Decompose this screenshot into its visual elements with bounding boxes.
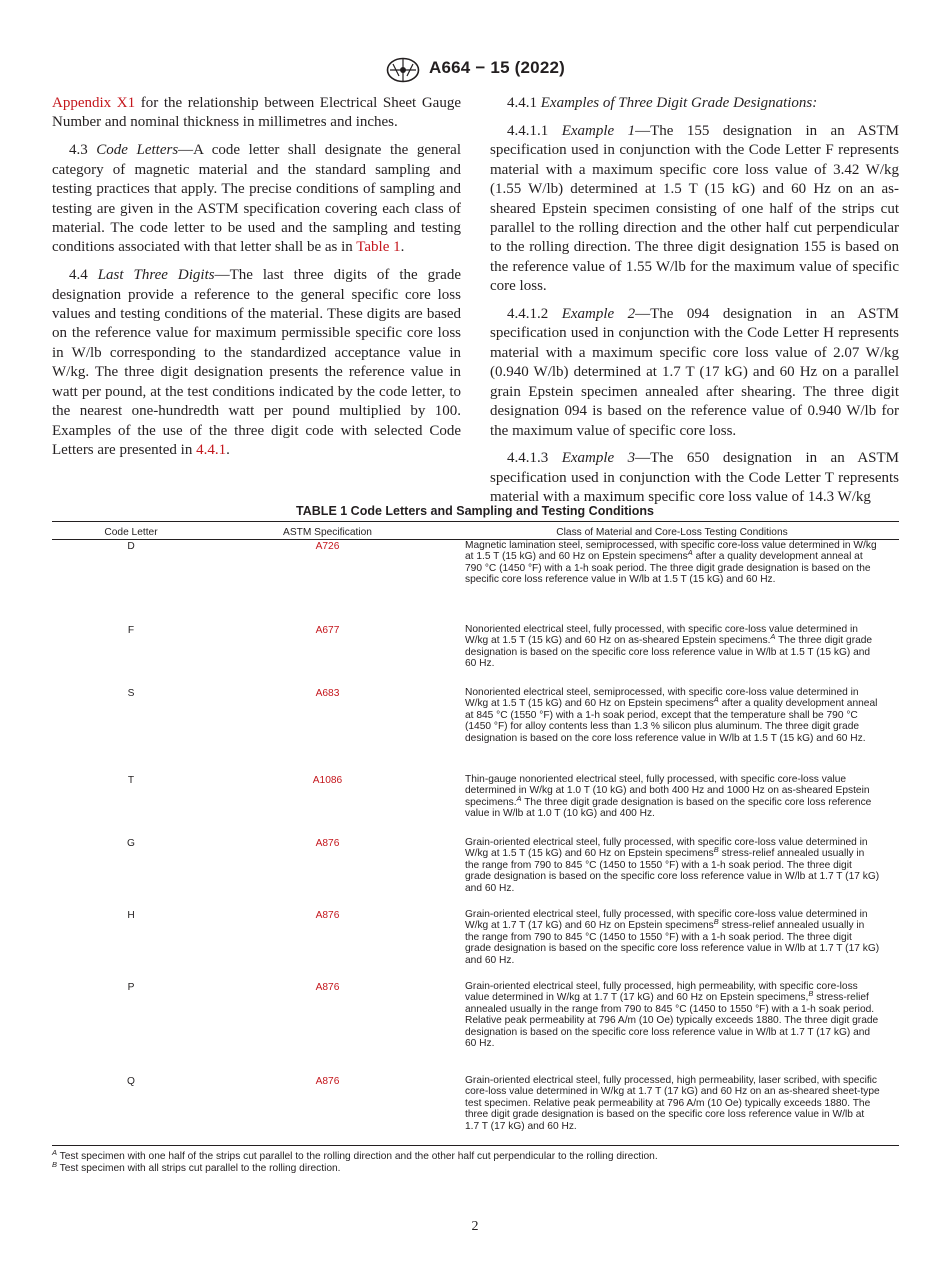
paragraph-4-4-1: 4.4.1 Examples of Three Digit Grade Designations:	[507, 95, 818, 111]
astm-spec-link[interactable]: A876	[315, 838, 340, 849]
section-title: Code Letters	[96, 142, 179, 159]
astm-logo-icon	[386, 57, 420, 83]
material-class-cell: Thin-gauge nonoriented electrical steel, fully processed, with specific core-loss value determined in W/kg at 1.0 T (10 kG) and both 400 Hz and 1000 Hz on as-sheared Epstein specimens.$^A$ The three digit grade designation is based on the specific core loss reference value in W/lb at 1.0 T (10 kG) and 400 Hz.	[465, 774, 872, 820]
table-title: TABLE 1 Code Letters and Sampling and Testing Conditions	[296, 504, 654, 518]
astm-spec-link[interactable]: A1086	[312, 775, 343, 786]
material-class-cell: Grain-oriented electrical steel, fully processed, with specific core-loss value determined in W/kg at 1.5 T (15 kG) and 60 Hz on Epstein specimens$^B$ stress-relief annealed usually in the range from 790 to 845 °C (1450 to 1550 °F) with a 1-h soak period. The three digit grade designation is based on the specific core loss reference value in W/lb at 1.7 T (17 kG) and 60 Hz.	[465, 837, 880, 894]
paragraph-4-4-1-2: 4.4.1.2 Example 2—The 094 designation in an ASTM specification used in conjunction with the Code Letter H represents material with a maximum specific core loss value of 2.07 W/kg (0.940 W/lb) determined at 1.7 T (17 kG) and 60 Hz on a parallel grain Epstein specimen annealed after shearing. The three digit designation 094 is based on the reference value of 0.940 W/lb for the maximum value of specific core loss.	[490, 306, 900, 439]
table-row	[52, 624, 899, 687]
code-letters-table	[52, 521, 899, 1146]
astm-spec-link[interactable]: A683	[315, 688, 340, 699]
material-class-cell: Grain-oriented electrical steel, fully processed, high permeability, laser scribed, with specific core-loss value determined in W/kg at 1.7 T (17 kG) and 60 Hz on an as-sheared sheet-type test specimen. Relative peak permeability at 796 A/m (10 Oe) typically exceeds 1880. The three digit grade designation is based on the specific core loss reference value in W/lb at 1.7 T (17 kG) and 60 Hz.	[465, 1075, 880, 1132]
section-title: Example 2	[561, 306, 636, 323]
code-letter-cell: T	[127, 775, 135, 786]
document-designation: A664 − 15 (2022)	[429, 58, 565, 77]
column-header: Code Letter	[104, 526, 158, 538]
page-header	[0, 57, 950, 85]
paragraph-4-4-1-3: 4.4.1.3 Example 3—The 650 designation in an ASTM specification used in conjunction with the Code Letter T represents material with a maximum specific core loss value of 14.3 W/kg	[490, 450, 900, 506]
table-row	[52, 981, 899, 1075]
footnote-marker: B	[713, 845, 719, 855]
material-class-cell: Nonoriented electrical steel, fully processed, with specific core-loss value determined in W/kg at 1.5 T (15 kG) and 60 Hz on as-sheared Epstein specimens.$^A$ The three digit grade designation is based on the specific core loss reference value in W/lb at 1.5 T (15 kG) and 60 Hz.	[465, 624, 873, 670]
astm-spec-link[interactable]: A726	[315, 541, 340, 552]
footnote-marker: A	[713, 695, 719, 705]
code-letter-cell: G	[127, 838, 135, 849]
table-body	[52, 540, 899, 1145]
table-row	[52, 774, 899, 837]
section-title: Example 1	[561, 122, 636, 139]
appendix-x1-link[interactable]: Appendix X1	[52, 95, 136, 111]
page-number: 2	[471, 1219, 479, 1234]
paragraph-4-4-1-1: 4.4.1.1 Example 1—The 155 designation in an ASTM specification used in conjunction with the Code Letter F represents material with a maximum specific core loss value of 3.42 W/kg (1.55 W/lb) determined at 1.5 T (15 kG) and 60 Hz on an as-sheared Epstein specimen consisting of one half of the strips cut parallel to the rolling direction and the other half cut perpendicular to the rolling direction. The three digit designation 155 is based on the reference value of 1.55 W/lb for the maximum value of specific core loss.	[490, 122, 900, 295]
section-title: Examples of Three Digit Grade Designations:	[540, 95, 818, 111]
section-4-4-1-link[interactable]: 4.4.1	[196, 441, 227, 458]
material-class-cell: Grain-oriented electrical steel, fully processed, high permeability, with specific core-loss value determined in W/kg at 1.7 T (17 kG) and 60 Hz on Epstein specimens,$^B$ stress-relief annealed usually in the range from 790 to 845 °C (1450 to 1550 °F) with a 1-h soak period. Relative peak permeability at 796 A/m (10 Oe) typically exceeds 1880. The three digit grade designation is based on the specific core loss reference value in W/lb at 1.7 T (17 kG) and 60 Hz.	[465, 981, 879, 1050]
material-class-cell: Nonoriented electrical steel, semiprocessed, with specific core-loss value determined in W/kg at 1.5 T (15 kG) and 60 Hz on Epstein specimens$^A$ after a quality development anneal at 845 °C (1550 °F) with a 1-h soak period, except that the temperature shall be 790 °C (1450 °F) for alloy contents less than 1.3 % silicon plus aluminum. The three digit grade designation is based on the core loss reference value in W/lb at 1.5 T (15 kG) and 60 Hz.	[465, 687, 878, 744]
column-header: ASTM Specification	[283, 526, 372, 538]
footnote-marker: A	[516, 793, 522, 803]
footnote-b: $^B$ Test specimen with all strips cut parallel to the rolling direction.	[52, 1159, 341, 1174]
paragraph-4-4: 4.4 Last Three Digits—The last three digits of the grade designation provide a reference to the general specific core loss values and testing conditions of the material. These digits are based on the reference value for maximum permissible specific core loss in W/lb corresponding to the standardized acceptance value in W/kg. The three digit designation presents the reference value in watt per pound, at the test conditions indicated by the code letter, to the nearest one-hundredth watt per pound multiplied by 100. Examples of the use of the three digit code with selected Code Letters are presented in 4.4.1.	[52, 267, 461, 458]
astm-spec-link[interactable]: A876	[315, 982, 340, 993]
table-header-row	[52, 522, 899, 540]
material-class-cell: Grain-oriented electrical steel, fully processed, with specific core-loss value determined in W/kg at 1.7 T (17 kG) and 60 Hz on Epstein specimens$^B$ stress-relief annealed usually in the range from 790 to 845 °C (1450 to 1550 °F) with a 1-h soak period. The three digit grade designation is based on the specific core loss reference value in W/lb at 1.7 T (17 kG) and 60 Hz.	[465, 909, 880, 966]
footnote-marker: B	[808, 989, 814, 999]
right-text-column	[490, 94, 899, 516]
table-row	[52, 687, 899, 774]
footnote-marker: B	[713, 917, 719, 927]
astm-spec-link[interactable]: A876	[315, 1076, 340, 1087]
table-row	[52, 540, 899, 624]
astm-spec-link[interactable]: A677	[315, 625, 340, 636]
table-row	[52, 909, 899, 981]
code-letter-cell: H	[127, 910, 135, 921]
section-title: Last Three Digits	[97, 267, 215, 284]
column-header: Class of Material and Core-Loss Testing Conditions	[556, 526, 788, 538]
code-letter-cell: P	[127, 982, 135, 993]
code-letter-cell: F	[127, 625, 135, 636]
footnote-a: $^A$ Test specimen with one half of the strips cut parallel to the rolling direction and the other half cut perpendicular to the rolling direction.	[52, 1148, 658, 1162]
left-text-column	[52, 94, 461, 469]
footnote-marker: A	[770, 632, 776, 642]
code-letter-cell: S	[127, 688, 135, 699]
code-letter-cell: D	[127, 541, 135, 552]
paragraph-4-3: 4.3 Code Letters—A code letter shall designate the general category of magnetic material and the standard sampling and testing practices that apply. The precise conditions of sampling and testing are given in the ASTM specification covering each class of material. The code letter to be used and the sampling and testing conditions associated with that letter shall be as in Table 1.	[52, 142, 461, 256]
footnote-marker: A	[687, 548, 693, 558]
astm-spec-link[interactable]: A876	[315, 910, 340, 921]
table-row	[52, 1075, 899, 1145]
paragraph-appendix-reference: Appendix X1 for the relationship between Electrical Sheet Gauge Number and nominal thickness in millimetres and inches.	[52, 95, 461, 131]
code-letter-cell: Q	[127, 1076, 135, 1087]
section-title: Example 3	[561, 450, 636, 467]
table-row	[52, 837, 899, 909]
material-class-cell: Magnetic lamination steel, semiprocessed, with specific core-loss value determined in W/kg at 1.5 T (15 kG) and 60 Hz on Epstein specimens$^A$ after a quality development anneal at 790 °C (1450 °F) with a 1-h soak period. The three digit grade designation is based on the specific core loss reference value in W/lb at 1.5 T (15 kG) and 60 Hz.	[465, 540, 877, 586]
table-1-link[interactable]: Table 1	[356, 239, 401, 256]
table-footnotes	[52, 1148, 899, 1174]
